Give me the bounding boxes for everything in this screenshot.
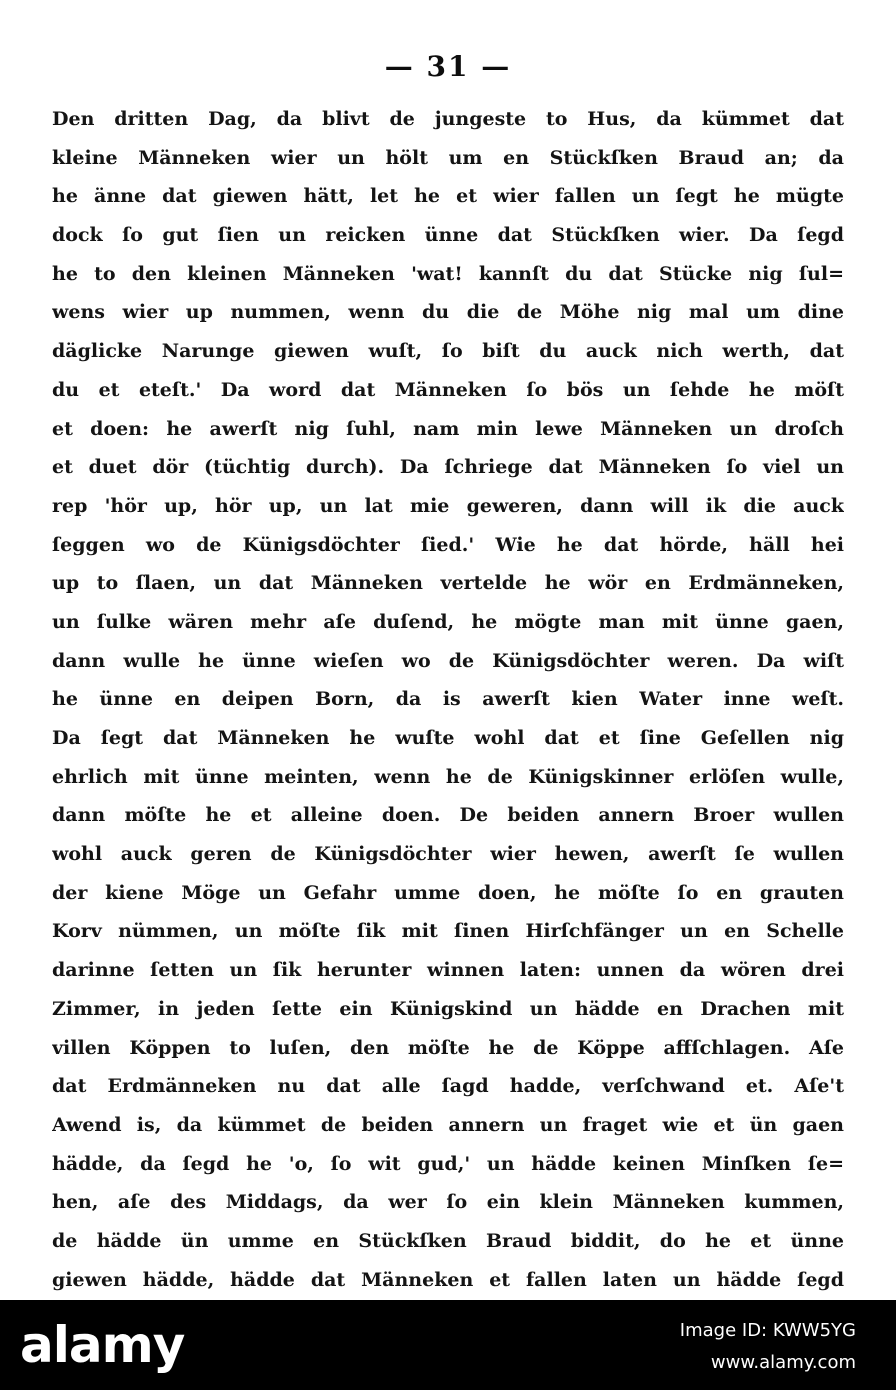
text-line: he to den kleinen Männeken 'wat! kannſt du dat Stücke nig ſul= (52, 262, 844, 285)
text-line: un ſulke wären mehr aſe duſend, he mögte man mit ünne gaen, (52, 610, 844, 633)
text-line: he ünne en deipen Born, da is awerſt kien Water inne weſt. (52, 688, 844, 711)
text-line: Da ſegt dat Männeken he wuſte wohl dat et ſine Geſellen nig (52, 727, 844, 749)
text-line: he änne dat giewen hätt, let he et wier fallen un ſegt he mügte (52, 185, 844, 208)
text-line: giewen hädde, hädde dat Männeken et fallen laten un hädde ſegd (52, 1268, 844, 1291)
image-id-label: Image ID: KWW5YG (679, 1320, 856, 1341)
text-line: hen, aſe des Middags, da wer ſo ein klein Männeken kummen, (52, 1191, 844, 1214)
text-line: hädde, da ſegd he 'o, ſo wit gud,' un hädde keinen Minſken ſe= (52, 1152, 844, 1175)
text-line: up to ſlaen, un dat Männeken vertelde he wör en Erdmänneken, (52, 572, 844, 595)
page-number: — 31 — (384, 50, 512, 83)
text-line: villen Köppen to luſen, den möſte he de Köppe affſchlagen. Aſe (52, 1036, 844, 1059)
text-line: Den dritten Dag, da blivt de jungeste to Hus, da kümmet dat (52, 108, 844, 130)
text-line: ehrlich mit ünne meinten, wenn he de Künigskinner erlöſen wulle, (52, 765, 844, 788)
text-line: dock ſo gut ſien un reicken ünne dat Stückſken wier. Da ſegd (52, 224, 844, 247)
text-line: dann möſte he et alleine doen. De beiden annern Broer wullen (52, 804, 844, 827)
text-line: wohl auck geren de Künigsdöchter wier hewen, awerſt ſe wullen (52, 843, 844, 866)
text-line: der kiene Möge un Gefahr umme doen, he möſte ſo en grauten (52, 881, 844, 904)
site-url-label: www.alamy.com (710, 1352, 856, 1373)
page-text-block (52, 100, 844, 1299)
text-line: rep 'hör up, hör up, un lat mie geweren, dann will ik die auck (52, 494, 844, 517)
text-line: du et eteſt.' Da word dat Männeken ſo bös un ſehde he möſt (52, 378, 844, 401)
text-line: kleine Männeken wier un hölt um en Stückſken Braud an; da (52, 146, 844, 169)
text-line: Korv nümmen, un möſte ſik mit ſinen Hirſchfänger un en Schelle (52, 920, 844, 943)
watermark-banner (0, 1300, 896, 1390)
text-line: de hädde ün umme en Stückſken Braud biddit, do he et ünne (52, 1229, 844, 1252)
text-line: Zimmer, in jeden ſette ein Künigskind un hädde en Drachen mit (52, 997, 844, 1020)
text-line: dann wulle he ünne wieſen wo de Künigsdöchter weren. Da wiſt (52, 649, 844, 672)
alamy-logo: alamy (20, 1316, 185, 1374)
text-line: wens wier up nummen, wenn du die de Möhe nig mal um dine (52, 301, 844, 324)
text-line: däglicke Narunge giewen wuſt, ſo biſt du auck nich werth, dat (52, 340, 844, 363)
text-line: et duet dör (tüchtig durch). Da ſchriege dat Männeken ſo viel un (52, 456, 844, 479)
text-line: et doen: he awerſt nig ſuhl, nam min lewe Männeken un droſch (52, 417, 844, 440)
text-line: darinne ſetten un ſik herunter winnen laten: unnen da wören drei (52, 959, 844, 982)
text-line: Awend is, da kümmet de beiden annern un fraget wie et ün gaen (52, 1113, 844, 1136)
text-line: ſeggen wo de Künigsdöchter ſied.' Wie he dat hörde, häll hei (52, 533, 844, 556)
text-line: dat Erdmänneken nu dat alle ſagd hadde, verſchwand et. Aſe't (52, 1075, 844, 1098)
